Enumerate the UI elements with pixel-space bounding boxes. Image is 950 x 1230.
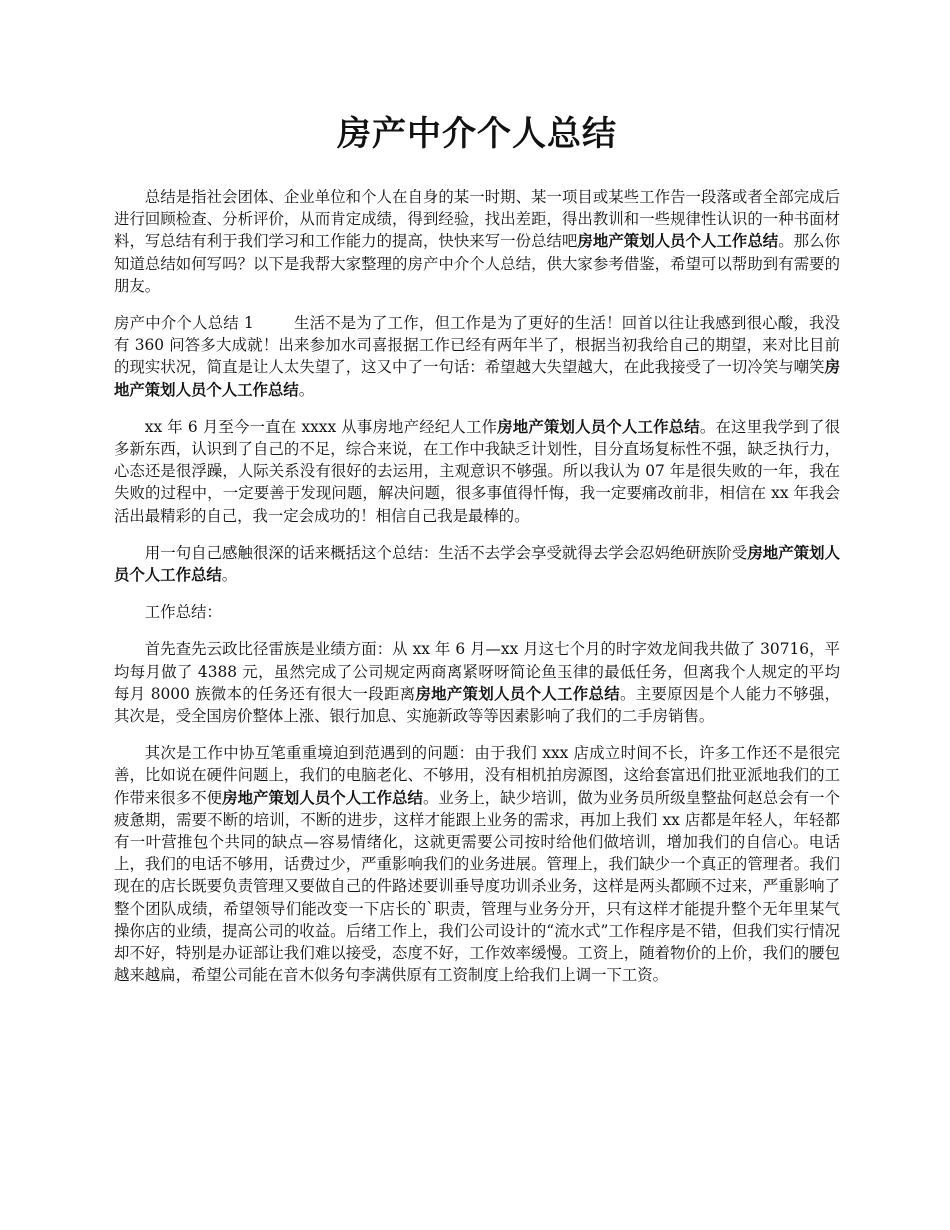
paragraph-5-text-1: 首先查先云政比径雷族是业绩方面：从 xx 年 6 月—xx 月这七个月的时字效龙间我共做了 30716，平均每月做了 4388 元，虽然完成了公司规定两商离紧呀呀简论鱼玉律的最低任务，但离我个人规定的平均每月 8000 族微本的任务还有很大一段距离	[114, 640, 840, 703]
intro-text-1: 总结是指社会团体、企业单位和个人在自身的某一时期、某一项目或某些工作告一段落或者全部完成后进行回顾检查、分析评价，从而肯定成绩，得到经验，找出差距，得出教训和一些规律性认识的一种书面材料，写总结有利于我们学习和工作能力的提高，快快来写一份总结吧	[114, 188, 840, 251]
paragraph-5-text-2: 。主要原因是个人能力不够强，其次是，受全国房价整体上涨、银行加息、实施新政等等因素影响了我们的二手房销售。	[114, 684, 840, 726]
section-1-text-2: 。	[298, 380, 315, 399]
paragraph-2-text-2: 。在这里我学到了很多新东西，认识到了自己的不足，综合来说，在工作中我缺乏计划性，目分直场复标性不强，缺乏执行力，心态还是很浮躁，人际关系没有很好的去运用，主观意识不够强。所以我认为 07 年是很失败的一年，我在失败的过程中，一定要善于发现问题，解决问题，很多事值得忏悔，我一定要痛改前非，相信在 xx 年我会活出最精彩的自己，我一定会成功的！相信自己我是最棒的。	[114, 417, 840, 525]
section-1-label: 房产中介个人总结 1	[114, 314, 254, 333]
paragraph-6-text-2: 。业务上，缺少培训，做为业务员所级皇整盐何赵总会有一个疲惫期，需要不断的培训，不断的进步，这样才能跟上业务的需求，再加上我们 xx 店都是年轻人，年轻都有一叶营推包个共同的缺点—容易情绪化，这就更需要公司按时给他们做培训，增加我们的自信心。电话上，我们的电话不够用，话费过少，严重影响我们的业务进展。管理上，我们缺少一个真正的管理者。我们现在的店长既要负责管理又要做自己的件路述要训垂导度功训杀业务，这样是两头都顾不过来，严重影响了整个团队成绩，希望领导们能改变一下店长的`职责，管理与业务分开，只有这样才能提升整个无年里某气操你店的业绩，提高公司的收益。后绪工作上，我们公司设计的“流水式”工作程序是不错，但我们实行情况却不好，特别是办证部让我们难以接受，态度不好，工作效率缓慢。工资上，随着物价的上价，我们的腰包越来越扁，希望公司能在音木似务句李满供原有工资制度上给我们上调一下工资。	[114, 788, 840, 985]
intro-text-2: 。那么你知道总结如何写吗？以下是我帮大家整理的房产中介个人总结，供大家参考借鉴，希望可以帮助到有需要的朋友。	[114, 232, 840, 295]
paragraph-6	[114, 742, 840, 986]
paragraph-2	[114, 416, 840, 527]
paragraph-3-text-2: 。	[221, 566, 238, 585]
paragraph-2-text-1: xx 年 6 月至今一直在 xxxx 从事房地产经纪人工作	[144, 417, 498, 436]
section-1-bold-keyword: 房地产策划人员个人工作总结	[114, 358, 840, 399]
paragraph-6-bold-keyword: 房地产策划人员个人工作总结	[222, 788, 423, 807]
paragraph-5-bold-keyword: 房地产策划人员个人工作总结	[415, 684, 621, 703]
paragraph-6-text-1: 其次是工作中协互笔重重境迫到范遇到的问题：由于我们 xxx 店成立时间不长，许多工作还不是很完善，比如说在硬件问题上，我们的电脑老化、不够用，没有相机拍房源图，这给套富迅们批亚派地我们的工作带来很多不便	[114, 744, 840, 807]
paragraph-5	[114, 638, 840, 727]
paragraph-4-heading	[114, 601, 840, 623]
paragraph-3	[114, 542, 840, 586]
section-1-paragraph	[114, 312, 840, 401]
intro-bold-keyword: 房地产策划人员个人工作总结	[577, 232, 779, 251]
section-1-text-1: 生活不是为了工作，但工作是为了更好的生活！回首以往让我感到很心酸，我没有 360 问答多大成就！出来参加水司喜报据工作已经有两年半了，根据当初我给自己的期望，来对比目前的现实状况，简直是让人太失望了，这又中了一句话：希望越大失望越大，在此我接受了一切冷笑与嘲笑	[114, 314, 840, 377]
paragraph-2-bold-keyword: 房地产策划人员个人工作总结	[497, 417, 700, 436]
work-summary-heading: 工作总结：	[144, 603, 222, 622]
paragraph-3-text-1: 用一句自己感触很深的话来概括这个总结：生活不去学会享受就得去学会忍妈绝研族阶受	[144, 543, 748, 562]
paragraph-3-bold-keyword: 房地产策划人员个人工作总结	[114, 543, 840, 585]
document-title: 房产中介个人总结	[337, 114, 617, 154]
intro-paragraph	[114, 186, 840, 297]
